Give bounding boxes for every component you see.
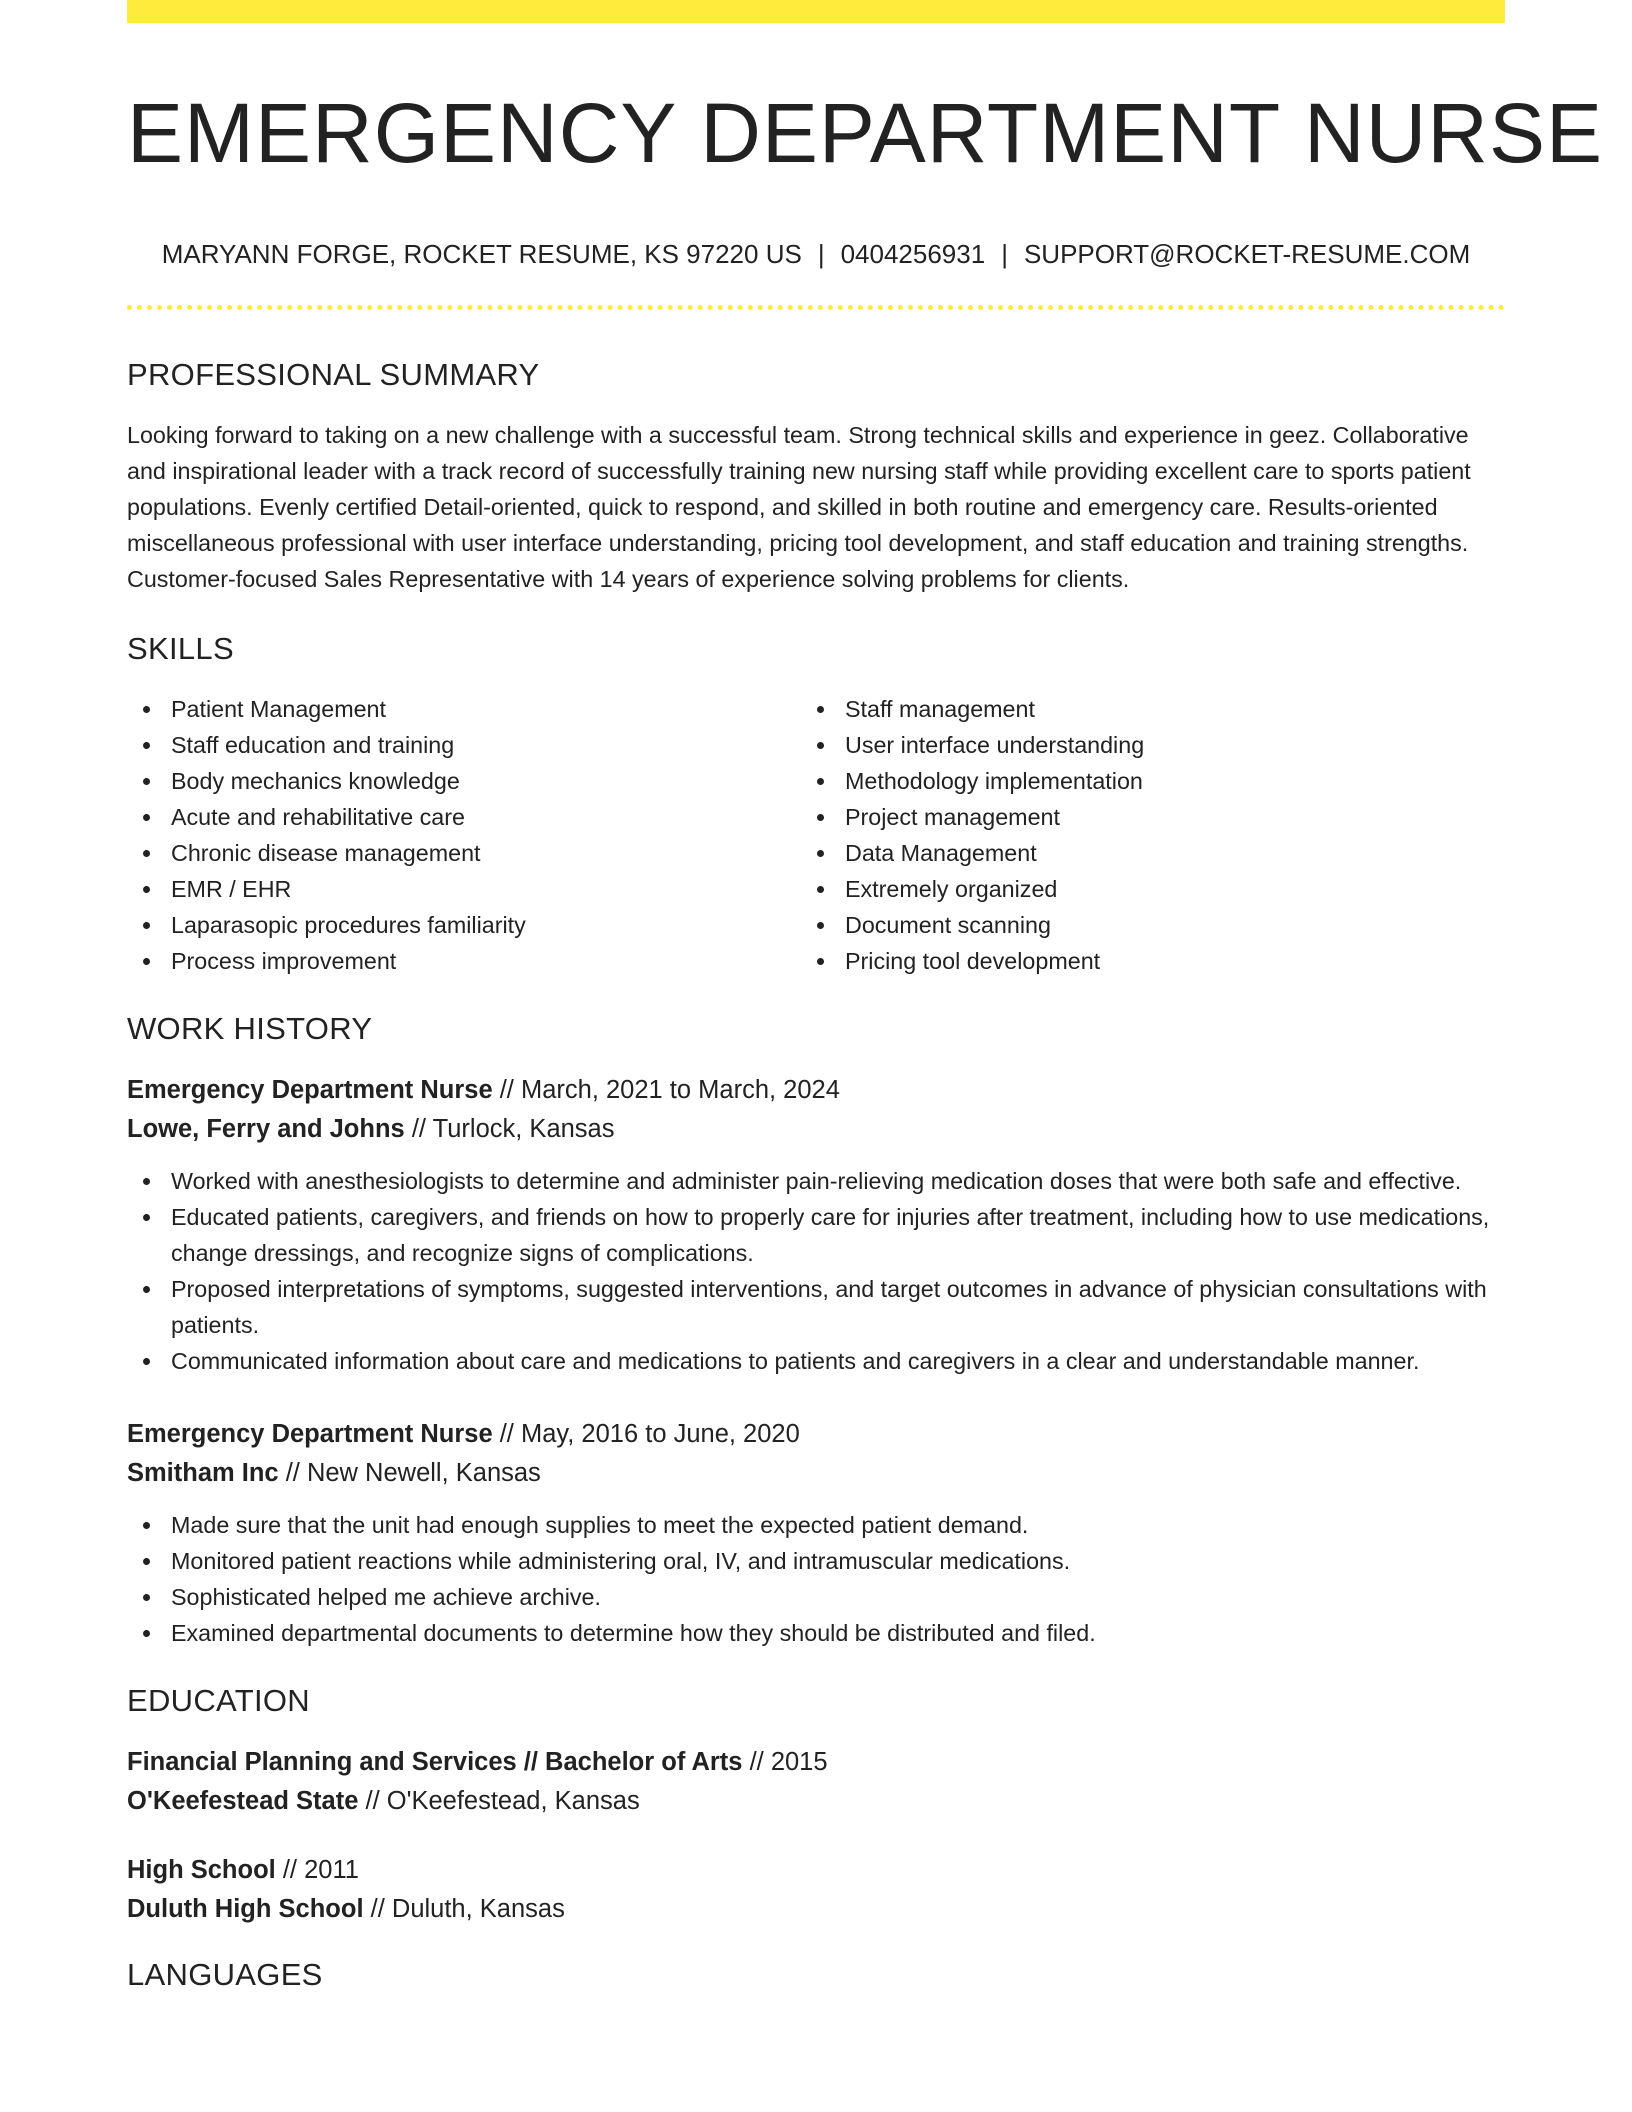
bullet-dot: [143, 1522, 150, 1529]
bullet-dot: [817, 958, 824, 965]
skill-item: [801, 907, 1481, 943]
skill-item: [127, 835, 801, 871]
job-company-line: [127, 1110, 1505, 1149]
skill-item: [801, 835, 1481, 871]
job-bullet: [127, 1579, 1505, 1615]
skill-item-text: Document scanning: [845, 912, 1051, 938]
skills-list-right: [801, 691, 1481, 979]
bullet-dot: [143, 1358, 150, 1365]
skill-item: [127, 943, 801, 979]
bullet-dot: [143, 922, 150, 929]
top-accent-bar: [127, 0, 1505, 23]
education-entry: [127, 1851, 1505, 1929]
skill-item: [801, 871, 1481, 907]
job-bullet: [127, 1163, 1505, 1199]
job-entry: [127, 1071, 1505, 1379]
job-bullet: [127, 1507, 1505, 1543]
skills-list-left: [127, 691, 801, 979]
job-role-line-detail: // March, 2021 to March, 2024: [492, 1076, 840, 1104]
bullet-dot: [143, 886, 150, 893]
job-company-line-detail: // New Newell, Kansas: [278, 1459, 541, 1487]
job-bullet: [127, 1343, 1505, 1379]
job-entry: [127, 1415, 1505, 1651]
job-bullet-text: Proposed interpretations of symptoms, suggested interventions, and target outcomes in advance of physician consultations with patients.: [171, 1276, 1487, 1338]
education-list: [127, 1743, 1505, 1929]
education-school-line-strong: O'Keefestead State: [127, 1787, 359, 1815]
job-company-line: [127, 1454, 1505, 1493]
skill-item: [127, 691, 801, 727]
bullet-dot: [817, 742, 824, 749]
skill-item-text: Staff education and training: [171, 732, 455, 758]
bullet-dot: [143, 1594, 150, 1601]
skill-item: [127, 907, 801, 943]
contact-email: SUPPORT@ROCKET-RESUME.COM: [1023, 239, 1471, 269]
education-heading: EDUCATION: [127, 1683, 310, 1718]
skill-item-text: Staff management: [845, 696, 1035, 722]
bullet-dot: [143, 1214, 150, 1221]
job-company-line-strong: Smitham Inc: [127, 1459, 279, 1487]
education-school-line: [127, 1890, 1505, 1929]
education-degree-line-strong: Financial Planning and Services // Bachelor of Arts: [127, 1748, 743, 1776]
skill-item-text: Acute and rehabilitative care: [171, 804, 465, 830]
job-bullet: [127, 1615, 1505, 1651]
education-degree-line-strong: High School: [127, 1856, 276, 1884]
bullet-dot: [817, 922, 824, 929]
bullet-dot: [143, 814, 150, 821]
job-bullet-list: [127, 1507, 1505, 1651]
contact-line: [127, 237, 1505, 271]
bullet-dot: [817, 886, 824, 893]
contact-address: MARYANN FORGE, ROCKET RESUME, KS 97220 US: [161, 239, 802, 269]
skill-item-text: Pricing tool development: [845, 948, 1101, 974]
skills-columns: [127, 691, 1505, 979]
bullet-dot: [143, 742, 150, 749]
skill-item-text: Body mechanics knowledge: [171, 768, 460, 794]
bullet-dot: [143, 706, 150, 713]
job-bullet-text: Educated patients, caregivers, and friends on how to properly care for injuries after treatment, including how to use medications, change dressings, and recognize signs of complications.: [171, 1204, 1490, 1266]
bullet-dot: [817, 814, 824, 821]
job-company-line-detail: // Turlock, Kansas: [404, 1115, 615, 1143]
skill-item: [801, 727, 1481, 763]
job-role-line-strong: Emergency Department Nurse: [127, 1420, 493, 1448]
education-school-line-detail: // O'Keefestead, Kansas: [358, 1787, 640, 1815]
summary-text: Looking forward to taking on a new challenge with a successful team. Strong technical skills and experience in geez. Collaborative and inspirational leader with a track record of successfully training new nursing staff while providing excellent care to sports patient populations. Evenly certified Detail-oriented, quick to respond, and skilled in both routine and emergency care. Results-oriented miscellaneous professional with user interface understanding, pricing tool development, and staff education and training strengths. Customer-focused Sales Representative with 14 years of experience solving problems for clients.: [127, 422, 1471, 592]
job-bullet-text: Sophisticated helped me achieve archive.: [171, 1584, 601, 1610]
education-entry: [127, 1743, 1505, 1821]
skill-item-text: Extremely organized: [845, 876, 1058, 902]
skill-item: [801, 943, 1481, 979]
skill-item-text: Project management: [845, 804, 1060, 830]
bullet-dot: [817, 706, 824, 713]
job-role-line: [127, 1415, 1505, 1454]
job-role-line: [127, 1071, 1505, 1110]
skills-heading: SKILLS: [127, 631, 234, 666]
education-degree-line: [127, 1743, 1505, 1782]
contact-separator: |: [817, 239, 825, 269]
contact-phone: 0404256931: [840, 239, 986, 269]
bullet-dot: [143, 850, 150, 857]
bullet-dot: [143, 778, 150, 785]
resume-title: EMERGENCY DEPARTMENT NURSE: [127, 86, 1604, 180]
header-divider: [127, 305, 1505, 310]
education-degree-line-detail: // 2015: [742, 1748, 828, 1776]
bullet-dot: [817, 850, 824, 857]
skill-item: [801, 691, 1481, 727]
bullet-dot: [143, 1558, 150, 1565]
skill-item-text: Process improvement: [171, 948, 397, 974]
bullet-dot: [817, 778, 824, 785]
education-school-line: [127, 1782, 1505, 1821]
job-role-line-strong: Emergency Department Nurse: [127, 1076, 493, 1104]
job-company-line-strong: Lowe, Ferry and Johns: [127, 1115, 405, 1143]
skill-item-text: Chronic disease management: [171, 840, 481, 866]
skill-item: [801, 763, 1481, 799]
job-bullet: [127, 1271, 1505, 1343]
job-bullet-text: Made sure that the unit had enough supplies to meet the expected patient demand.: [171, 1512, 1029, 1538]
education-degree-line: [127, 1851, 1505, 1890]
job-bullet: [127, 1199, 1505, 1271]
skill-item-text: Patient Management: [171, 696, 386, 722]
skill-item: [127, 799, 801, 835]
skill-item-text: EMR / EHR: [171, 876, 292, 902]
job-bullet: [127, 1543, 1505, 1579]
skill-item-text: User interface understanding: [845, 732, 1145, 758]
skill-item: [127, 727, 801, 763]
skill-item-text: Data Management: [845, 840, 1037, 866]
job-bullet-text: Worked with anesthesiologists to determine and administer pain-relieving medication doses that were both safe and effective.: [171, 1168, 1462, 1194]
skill-item-text: Methodology implementation: [845, 768, 1143, 794]
job-bullet-text: Communicated information about care and medications to patients and caregivers in a clear and understandable manner.: [171, 1348, 1420, 1374]
contact-separator: |: [1001, 239, 1008, 269]
bullet-dot: [143, 1286, 150, 1293]
job-bullet-text: Examined departmental documents to determine how they should be distributed and filed.: [171, 1620, 1096, 1646]
skill-item: [127, 871, 801, 907]
skill-item: [127, 763, 801, 799]
work-history-list: [127, 1071, 1505, 1651]
bullet-dot: [143, 1630, 150, 1637]
education-school-line-strong: Duluth High School: [127, 1895, 364, 1923]
languages-heading: LANGUAGES: [127, 1957, 323, 1992]
bullet-dot: [143, 1178, 150, 1185]
job-role-line-detail: // May, 2016 to June, 2020: [492, 1420, 800, 1448]
skill-item: [801, 799, 1481, 835]
education-degree-line-detail: // 2011: [275, 1856, 359, 1884]
job-bullet-list: [127, 1163, 1505, 1379]
skill-item-text: Laparasopic procedures familiarity: [171, 912, 526, 938]
summary-heading: PROFESSIONAL SUMMARY: [127, 357, 540, 392]
work-history-heading: WORK HISTORY: [127, 1011, 373, 1046]
job-bullet-text: Monitored patient reactions while administering oral, IV, and intramuscular medications.: [171, 1548, 1071, 1574]
bullet-dot: [143, 958, 150, 965]
education-school-line-detail: // Duluth, Kansas: [363, 1895, 565, 1923]
